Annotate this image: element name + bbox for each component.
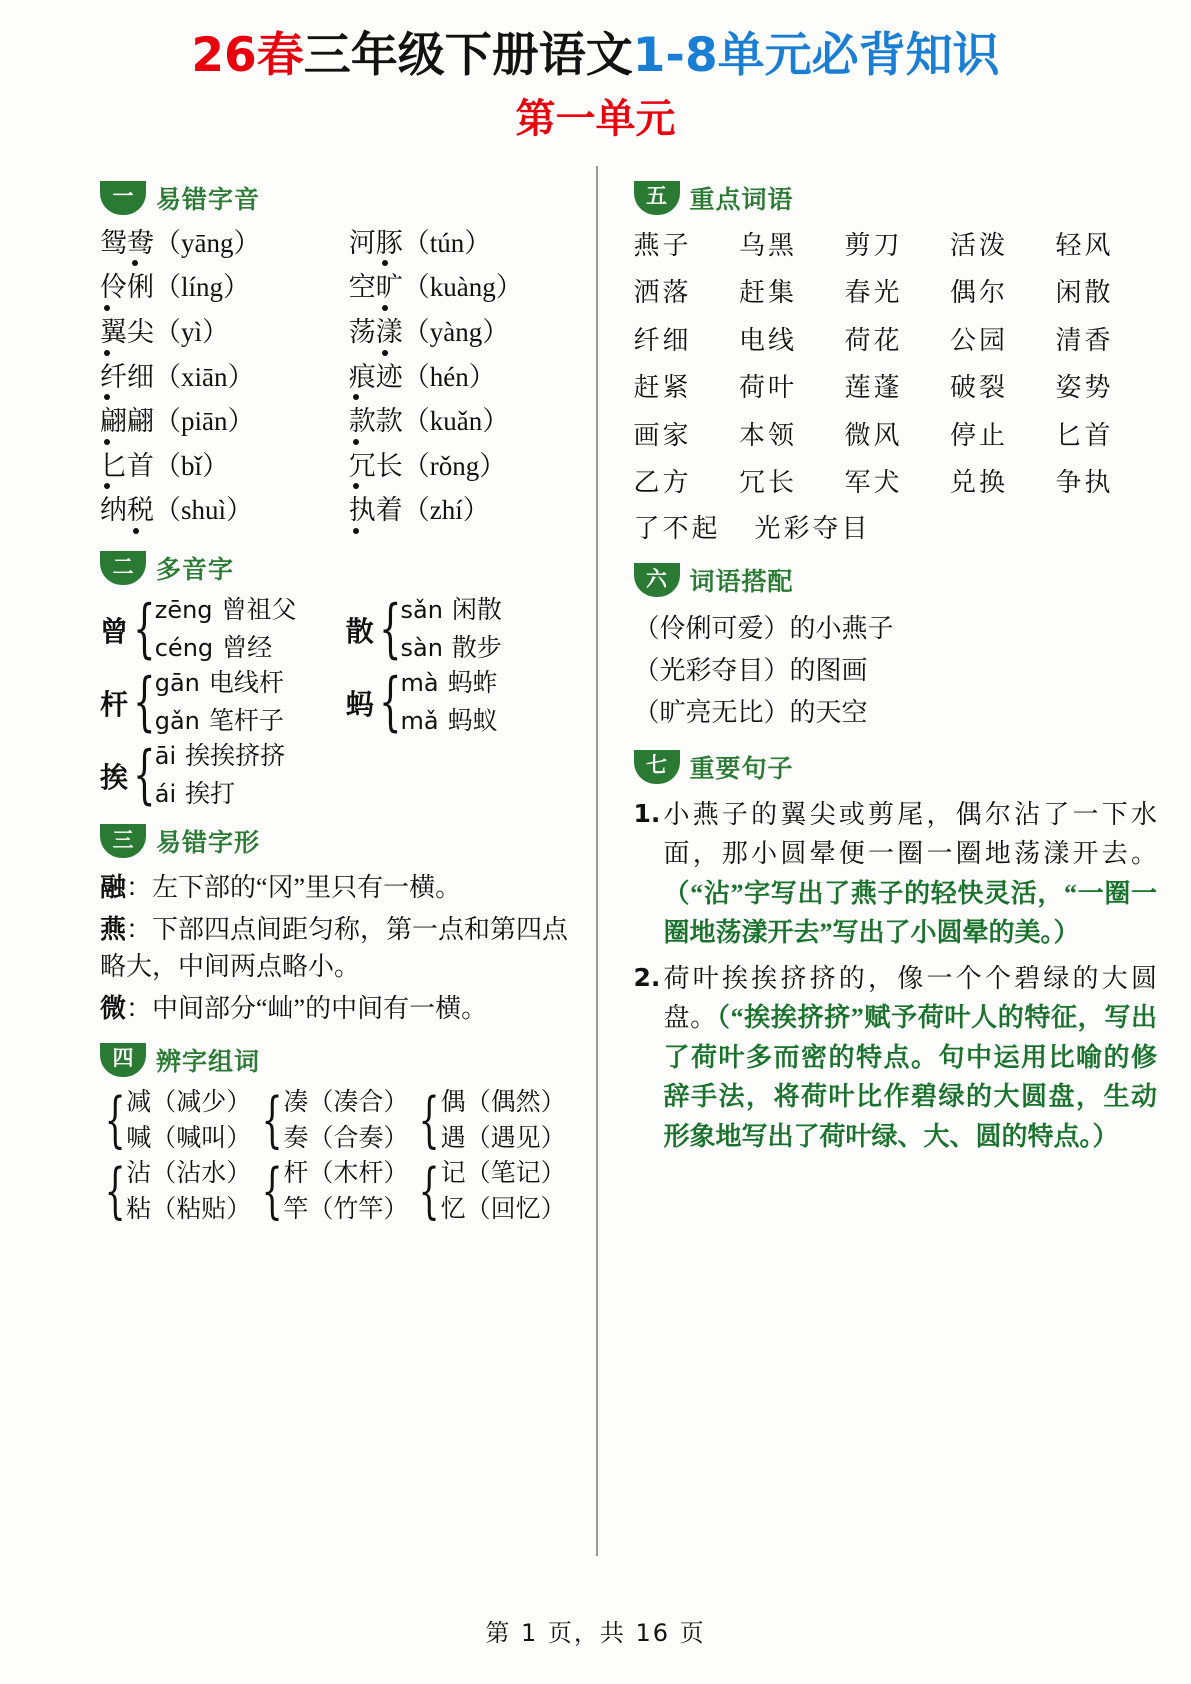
section-badge-3: 三 xyxy=(100,824,146,858)
pinyin-word-text: 冗长（rǒng） xyxy=(348,450,507,481)
duoyinzi-entry-char: 曾 xyxy=(100,616,129,648)
emphasis-dot-icon xyxy=(104,305,110,311)
section-badge-5: 五 xyxy=(634,181,680,215)
bianzi-column xyxy=(414,1155,566,1226)
glyph-note-item xyxy=(100,990,586,1028)
page-subtitle: 第一单元 xyxy=(515,95,676,142)
key-word: 冗长 xyxy=(739,468,798,498)
curly-brace-icon: { xyxy=(378,591,402,666)
bianzi-column xyxy=(257,1155,409,1226)
duoyinzi-entry-line xyxy=(400,669,497,699)
emphasis-dot-icon xyxy=(133,528,139,534)
bianzi-pair xyxy=(414,1084,566,1155)
key-word: 偶尔 xyxy=(950,278,1009,308)
key-word: 轻风 xyxy=(1055,230,1114,260)
page-title xyxy=(0,30,1191,83)
section-badge-4: 四 xyxy=(100,1043,146,1077)
key-word: 微风 xyxy=(844,420,903,450)
bianzi-row xyxy=(100,1155,586,1226)
pinyin-reading: gān xyxy=(154,669,200,697)
emphasis-dot-icon xyxy=(353,483,359,489)
bianzi-pair-lines xyxy=(283,1159,408,1224)
emphasis-dot-icon xyxy=(353,394,359,400)
section-header-ciyudapei xyxy=(634,562,1158,598)
emphasis-dot-icon xyxy=(382,260,388,266)
key-word: 光彩夺目 xyxy=(754,513,871,543)
example-word: 笔杆子 xyxy=(208,707,284,735)
pinyin-word-text: 空旷（kuàng） xyxy=(348,272,523,303)
duoyinzi-entry-char: 杆 xyxy=(100,689,129,721)
left-column xyxy=(30,166,596,1556)
section-title-6: 词语搭配 xyxy=(689,567,794,597)
duoyinzi-entry-line xyxy=(155,742,285,772)
sentence-annotation: （“挨挨挤挤”赋予荷叶人的特征，写出了荷叶多而密的特点。句中运用比喻的修辞手法，将荷叶比作碧绿的大圆盘，生动形象地写出了荷叶绿、大、圆的特点。） xyxy=(663,1003,1157,1151)
example-word: 曾祖父 xyxy=(221,597,297,624)
bianzi-line: 忆（回忆） xyxy=(440,1195,566,1223)
duoyinzi-entry-lines xyxy=(400,596,501,663)
emphasis-dot-icon xyxy=(353,528,359,534)
pinyin-reading: céng xyxy=(154,633,214,662)
pinyin-word-text: 荡漾（yàng） xyxy=(348,316,510,347)
pinyin-word-text: 纳税（shuì） xyxy=(100,495,254,526)
section-title-5: 重点词语 xyxy=(689,184,794,214)
sentence-list xyxy=(634,795,1158,1157)
bianzi-line: 竿（竹竿） xyxy=(283,1195,409,1223)
bianzi-pair xyxy=(100,1155,252,1226)
sentence-body xyxy=(664,795,1158,953)
pinyin-word-text: 鸳鸯（yāng） xyxy=(100,227,261,258)
content-columns xyxy=(30,166,1161,1556)
pinyin-word-text: 匕首（bǐ） xyxy=(100,450,230,481)
pinyin-word-text: 纤细（xiān） xyxy=(100,361,255,392)
example-word: 电线杆 xyxy=(208,670,284,697)
example-word: 曾经 xyxy=(222,634,273,662)
glyph-note-char: 融 xyxy=(100,873,127,902)
collocation-item: （伶俐可爱）的小燕子 xyxy=(633,614,894,644)
pinyin-word-item xyxy=(349,270,586,313)
pinyin-reading: mà xyxy=(400,669,439,697)
curly-brace-icon: { xyxy=(418,1155,441,1226)
key-word: 纤细 xyxy=(633,325,692,355)
bianzi-pair xyxy=(257,1155,409,1226)
pinyin-reading: sàn xyxy=(400,633,443,662)
bianzi-line: 喊（喊叫） xyxy=(126,1124,252,1152)
example-word: 蚂蚁 xyxy=(447,707,498,735)
sentence-number: 1. xyxy=(633,798,661,828)
key-word-grid xyxy=(634,226,1158,503)
section-title-7: 重要句子 xyxy=(689,753,794,783)
pinyin-word-item xyxy=(349,315,586,358)
pinyin-word-item xyxy=(100,226,337,269)
glyph-note-text: ：下部四点间距匀称，第一点和第四点略大，中间两点略小。 xyxy=(100,914,569,982)
duoyinzi-entry-char: 散 xyxy=(345,616,374,648)
sentence-annotation: （“沾”字写出了燕子的轻快灵活，“一圈一圈地荡漾开去”写出了小圆晕的美。） xyxy=(663,878,1157,948)
pinyin-word-item xyxy=(349,360,586,403)
title-part-units: 1-8单元必背知识 xyxy=(632,28,1000,83)
section-title-2: 多音字 xyxy=(156,555,235,584)
key-word: 本领 xyxy=(739,420,798,450)
glyph-note-char: 燕 xyxy=(100,914,127,944)
bianzi-line: 杆（木杆） xyxy=(283,1159,409,1187)
bianzi-line: 遇（遇见） xyxy=(440,1124,566,1152)
pinyin-word-text: 翩翩（piān） xyxy=(100,406,255,437)
duoyinzi-grid xyxy=(100,591,586,739)
duoyinzi-entry xyxy=(100,664,340,739)
curly-brace-icon: { xyxy=(104,1155,126,1226)
section-header-yicuozixing xyxy=(100,823,586,859)
curly-brace-icon: { xyxy=(261,1084,283,1155)
emphasis-dot-icon xyxy=(382,350,388,356)
bianzi-column xyxy=(257,1084,409,1155)
section-title-4: 辨字组词 xyxy=(156,1046,261,1076)
duoyinzi-single-entry xyxy=(100,737,586,812)
key-word: 赶集 xyxy=(739,278,798,308)
example-word: 闲散 xyxy=(451,597,502,624)
bianzi-pair-lines xyxy=(441,1159,566,1224)
sentence-item xyxy=(634,795,1158,953)
pinyin-reading: mǎ xyxy=(400,706,439,735)
emphasis-dot-icon xyxy=(104,394,110,400)
duoyinzi-entry-line xyxy=(155,596,297,626)
pinyin-word-item xyxy=(100,315,337,358)
glyph-note-item xyxy=(100,869,586,907)
pinyin-word-text: 款款（kuǎn） xyxy=(348,406,510,437)
key-word: 荷花 xyxy=(844,325,903,355)
key-word: 洒落 xyxy=(633,278,692,308)
pinyin-word-item xyxy=(100,449,337,492)
emphasis-dot-icon xyxy=(104,350,110,356)
key-word: 赶紧 xyxy=(633,373,692,403)
pinyin-word-grid xyxy=(100,226,586,536)
duoyinzi-entry-char: 蚂 xyxy=(345,689,374,721)
key-word: 活泼 xyxy=(950,230,1009,260)
bianzi-line: 减（减少） xyxy=(126,1088,252,1116)
glyph-note-list xyxy=(100,869,586,1028)
pinyin-word-text: 河豚（tún） xyxy=(348,227,492,258)
pinyin-word-text: 伶俐（líng） xyxy=(100,272,251,303)
section-header-zhongdianciyu xyxy=(634,180,1158,216)
pinyin-reading: ái xyxy=(154,779,177,808)
curly-brace-icon: { xyxy=(133,591,156,666)
curly-brace-icon: { xyxy=(261,1155,283,1226)
bianzi-pair-lines xyxy=(441,1088,566,1153)
bianzi-column xyxy=(100,1084,252,1155)
sentence-body xyxy=(664,959,1158,1157)
page-header xyxy=(0,0,1191,144)
collocation-item: （光彩夺目）的图画 xyxy=(633,656,868,686)
bianzi-column xyxy=(100,1155,252,1226)
section-header-yicuoziyin xyxy=(100,180,586,216)
key-word: 剪刀 xyxy=(844,230,903,260)
emphasis-dot-icon xyxy=(104,483,110,489)
key-word: 燕子 xyxy=(633,230,692,260)
section-header-zhongyaojuzi xyxy=(634,749,1158,785)
glyph-note-item xyxy=(100,911,586,986)
section-badge-6: 六 xyxy=(634,563,680,597)
key-word: 军犬 xyxy=(844,468,903,498)
key-word: 莲蓬 xyxy=(844,373,903,403)
collocation-item: （旷亮无比）的天空 xyxy=(633,698,868,728)
duoyinzi-entry-lines xyxy=(155,669,284,736)
pinyin-word-item xyxy=(100,404,337,447)
bianzi-line: 粘（粘贴） xyxy=(126,1195,252,1223)
pinyin-word-item xyxy=(349,493,586,536)
curly-brace-icon: { xyxy=(133,664,156,739)
collocation-list xyxy=(634,608,1158,734)
sentence-text: 小燕子的翼尖或剪尾，偶尔沾了一下水面，那小圆晕便一圈一圈地荡漾开去。 xyxy=(663,799,1157,869)
bianzi-pair-grid xyxy=(100,1084,586,1226)
bianzi-pair-lines xyxy=(283,1088,408,1153)
section-badge-1: 一 xyxy=(100,181,146,215)
curly-brace-icon: { xyxy=(133,737,156,812)
duoyinzi-entry-line xyxy=(400,596,501,626)
duoyinzi-entry xyxy=(345,664,586,739)
duoyinzi-entry-char: 挨 xyxy=(100,762,129,794)
right-column xyxy=(596,166,1162,1556)
section-title-1: 易错字音 xyxy=(156,184,261,214)
bianzi-pair-lines xyxy=(126,1159,251,1224)
key-word: 匕首 xyxy=(1055,420,1114,450)
duoyinzi-entry-line xyxy=(400,707,497,737)
example-word: 挨挨挤挤 xyxy=(185,743,286,770)
key-word: 荷叶 xyxy=(739,373,798,403)
pinyin-word-item xyxy=(349,404,586,447)
duoyinzi-entry xyxy=(100,737,586,812)
curly-brace-icon: { xyxy=(378,664,402,739)
sentence-number: 2. xyxy=(633,962,661,992)
section-header-bianzizuci xyxy=(100,1042,586,1078)
bianzi-column xyxy=(414,1084,566,1155)
duoyinzi-entry-line xyxy=(400,634,501,664)
key-word: 清香 xyxy=(1055,325,1114,355)
duoyinzi-entry-line xyxy=(155,634,297,664)
duoyinzi-entry-line xyxy=(155,780,285,810)
pinyin-reading: āi xyxy=(154,742,177,770)
sentence-text: 荷叶挨挨挤挤的，像一个个碧绿的大圆盘。 xyxy=(663,963,1157,1033)
key-word: 公园 xyxy=(950,325,1009,355)
key-word: 兑换 xyxy=(950,468,1009,498)
emphasis-dot-icon xyxy=(104,439,110,445)
example-word: 散步 xyxy=(451,634,502,662)
key-word: 春光 xyxy=(844,278,903,308)
key-word: 争执 xyxy=(1055,468,1114,498)
key-word: 电线 xyxy=(739,325,798,355)
bianzi-line: 偶（偶然） xyxy=(440,1088,566,1116)
example-word: 蚂蚱 xyxy=(447,670,498,697)
pinyin-word-item xyxy=(349,226,586,269)
key-word: 停止 xyxy=(950,420,1009,450)
bianzi-line: 奏（合奏） xyxy=(283,1124,409,1152)
bianzi-pair-lines xyxy=(126,1088,251,1153)
curly-brace-icon: { xyxy=(418,1084,441,1155)
sentence-item xyxy=(634,959,1158,1157)
pinyin-reading: gǎn xyxy=(154,706,200,735)
title-part-subject: 三年级下册语文 xyxy=(303,28,633,83)
duoyinzi-entry-line xyxy=(155,669,284,699)
example-word: 挨打 xyxy=(185,780,236,808)
section-badge-2: 二 xyxy=(100,551,146,585)
duoyinzi-entry-lines xyxy=(400,669,497,736)
glyph-note-text: ：中间部分“屾”的中间有一横。 xyxy=(126,994,488,1024)
emphasis-dot-icon xyxy=(132,260,138,266)
curly-brace-icon: { xyxy=(104,1084,126,1155)
bianzi-line: 沾（沾水） xyxy=(126,1159,252,1187)
duoyinzi-entry-line xyxy=(155,707,284,737)
section-title-3: 易错字形 xyxy=(156,828,261,857)
page-footer: 第 1 页，共 16 页 xyxy=(485,1619,706,1647)
key-word: 了不起 xyxy=(633,513,721,543)
key-word: 乌黑 xyxy=(739,230,798,260)
bianzi-line: 记（笔记） xyxy=(440,1159,566,1187)
bianzi-pair xyxy=(257,1084,409,1155)
pinyin-word-text: 翼尖（yì） xyxy=(100,316,230,347)
title-part-season: 26春 xyxy=(191,28,304,83)
pinyin-word-text: 执着（zhí） xyxy=(348,495,490,526)
pinyin-reading: zēng xyxy=(154,596,213,624)
duoyinzi-entry xyxy=(345,591,586,666)
pinyin-word-item xyxy=(349,449,586,492)
bianzi-row xyxy=(100,1084,586,1155)
pinyin-word-item xyxy=(100,270,337,313)
bianzi-line: 凑（凑合） xyxy=(283,1088,409,1116)
pinyin-word-text: 痕迹（hén） xyxy=(348,361,496,392)
bianzi-pair xyxy=(414,1155,566,1226)
duoyinzi-entry xyxy=(100,591,340,666)
section-badge-7: 七 xyxy=(634,750,680,784)
glyph-note-char: 微 xyxy=(100,994,127,1024)
bianzi-pair xyxy=(100,1084,252,1155)
emphasis-dot-icon xyxy=(382,305,388,311)
key-word: 乙方 xyxy=(633,468,692,498)
duoyinzi-entry-lines xyxy=(155,742,285,809)
emphasis-dot-icon xyxy=(353,439,359,445)
key-word: 姿势 xyxy=(1055,373,1114,403)
key-word: 破裂 xyxy=(950,373,1009,403)
pinyin-word-item xyxy=(100,493,337,536)
section-header-duoyinzi xyxy=(100,550,586,586)
glyph-note-text: ：左下部的“冈”里只有一横。 xyxy=(126,873,462,902)
pinyin-word-item xyxy=(100,360,337,403)
pinyin-reading: sǎn xyxy=(400,596,443,624)
key-word: 画家 xyxy=(633,420,692,450)
key-word: 闲散 xyxy=(1055,278,1114,308)
duoyinzi-entry-lines xyxy=(155,596,297,663)
key-word-wide-row xyxy=(634,509,1158,549)
